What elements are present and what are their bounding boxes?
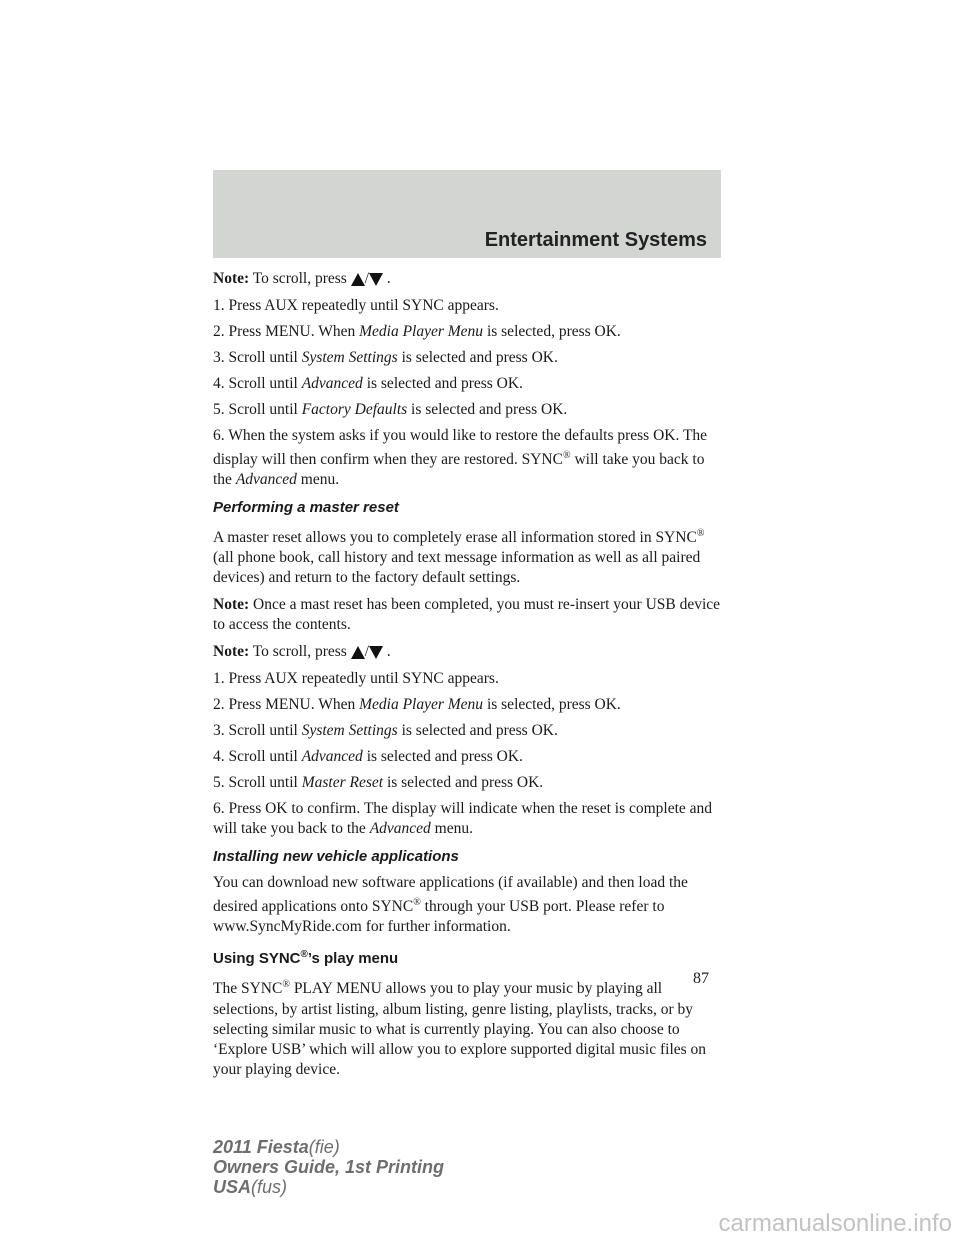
footer-line-3: USA(fus) [213, 1177, 288, 1197]
down-arrow-icon [369, 273, 383, 286]
master-step-1: 1. Press AUX repeatedly until SYNC appears. [213, 670, 499, 688]
note-label: Note: [213, 270, 250, 287]
play-menu-paragraph: The SYNC® PLAY MENU allows you to play your music by playing all selections, by artist listing, album listing, genre listing, playlists, tracks, or by selecting similar music to what is currently playing. You can also choose to ‘Explore USB’ which will allow you to explore supported digital music files on your playing device. [213, 979, 707, 1078]
master-reset-heading: Performing a master reset [213, 499, 399, 517]
master-reset-note-2: Note: To scroll, press / . [213, 643, 391, 661]
master-step-4: 4. Scroll until Advanced is selected and press OK. [213, 748, 523, 766]
down-arrow-icon [369, 646, 383, 659]
factory-step-3: 3. Scroll until System Settings is selected and press OK. [213, 349, 558, 366]
print-footer [213, 1137, 444, 1197]
play-menu-heading: Using SYNC®’s play menu [213, 949, 399, 968]
section-title: Entertainment Systems [484, 229, 707, 251]
section-header-band [213, 170, 721, 258]
master-step-6: 6. Press OK to confirm. The display will indicate when the reset is complete and will take you back to the Advanced menu. [213, 800, 713, 838]
factory-step-1: 1. Press AUX repeatedly until SYNC appears. [213, 297, 499, 314]
apps-paragraph: You can download new software applications (if available) and then load the desired applications onto SYNC® through your USB port. Please refer to www.SyncMyRide.com for further information. [213, 874, 688, 936]
factory-step-6: 6. When the system asks if you would like to restore the defaults press OK. The display will then confirm when they are restored. SYNC® will take you back to the Advanced menu. [213, 427, 708, 489]
page-number: 87 [693, 970, 709, 987]
footer-line-2: Owners Guide, 1st Printing [213, 1157, 445, 1177]
scroll-note: Note: To scroll, press / . [213, 270, 391, 287]
watermark: carmanualsonline.info [718, 1210, 952, 1237]
master-step-2: 2. Press MENU. When Media Player Menu is selected, press OK. [213, 696, 621, 714]
factory-step-5: 5. Scroll until Factory Defaults is selected and press OK. [213, 401, 568, 418]
factory-step-4: 4. Scroll until Advanced is selected and press OK. [213, 375, 523, 392]
up-arrow-icon [351, 646, 365, 659]
footer-line-1: 2011 Fiesta(fie) [213, 1137, 340, 1157]
page-content [213, 269, 721, 1087]
apps-heading: Installing new vehicle applications [213, 848, 459, 866]
factory-step-2: 2. Press MENU. When Media Player Menu is selected, press OK. [213, 323, 621, 340]
master-reset-note-1: Note: Once a mast reset has been completed, you must re-insert your USB device to access the contents. [213, 596, 721, 634]
master-reset-intro: A master reset allows you to completely erase all information stored in SYNC® (all phone book, call history and text message information as well as all paired devices) and return to the factory default settings. [213, 528, 705, 587]
up-arrow-icon [351, 273, 365, 286]
master-step-3: 3. Scroll until System Settings is selected and press OK. [213, 722, 558, 740]
master-step-5: 5. Scroll until Master Reset is selected and press OK. [213, 774, 544, 792]
